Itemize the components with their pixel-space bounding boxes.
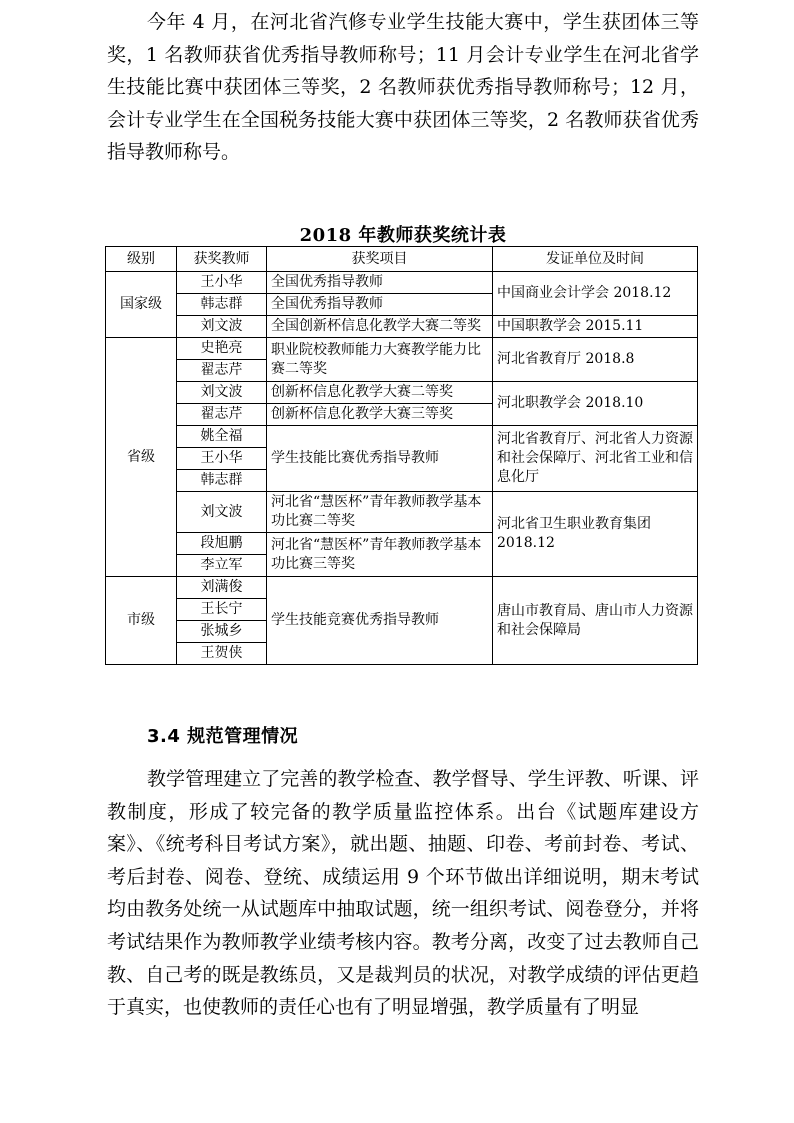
teacher-cell: 王长宁 <box>177 599 267 621</box>
section-heading: 3.4 规范管理情况 <box>147 726 299 747</box>
award-item-cell: 河北省“慧医杯”青年教师教学基本功比赛三等奖 <box>267 533 493 577</box>
table-row <box>106 338 698 360</box>
award-item-cell: 全国创新杯信息化教学大赛二等奖 <box>267 316 493 338</box>
issuer-cell: 中国商业会计学会 2018.12 <box>493 272 698 316</box>
issuer-cell: 河北省教育厅、河北省人力资源和社会保障厅、河北省工业和信息化厅 <box>493 426 698 492</box>
table-header-row <box>106 247 698 272</box>
intro-paragraph <box>107 6 699 169</box>
teacher-cell: 李立军 <box>177 555 267 577</box>
level-cell: 市级 <box>106 577 177 665</box>
header-level: 级别 <box>106 247 177 272</box>
teacher-cell: 翟志芹 <box>177 360 267 382</box>
award-item-cell: 学生技能竞赛优秀指导教师 <box>267 577 493 665</box>
teacher-cell: 段旭鹏 <box>177 533 267 555</box>
level-cell: 省级 <box>106 338 177 577</box>
teacher-cell: 姚全福 <box>177 426 267 448</box>
teacher-cell: 刘文波 <box>177 316 267 338</box>
award-item-cell: 全国优秀指导教师 <box>267 294 493 316</box>
header-issuer-date: 发证单位及时间 <box>493 247 698 272</box>
teacher-cell: 王小华 <box>177 448 267 470</box>
body-paragraph <box>107 763 699 1024</box>
award-item-cell: 职业院校教师能力大赛教学能力比赛二等奖 <box>267 338 493 382</box>
teacher-cell: 刘文波 <box>177 492 267 533</box>
award-item-cell: 全国优秀指导教师 <box>267 272 493 294</box>
award-item-cell: 学生技能比赛优秀指导教师 <box>267 426 493 492</box>
header-award-item: 获奖项目 <box>267 247 493 272</box>
teacher-cell: 翟志芹 <box>177 404 267 426</box>
teacher-cell: 王小华 <box>177 272 267 294</box>
issuer-cell: 河北省卫生职业教育集团 2018.12 <box>493 492 698 577</box>
table-row <box>106 577 698 599</box>
intro-paragraph-text: 今年 4 月，在河北省汽修专业学生技能大赛中，学生获团体三等奖，1 名教师获省优秀指导教师称号；11 月会计专业学生在河北省学生技能比赛中获团体三等奖，2 名教师获优秀指导教师称号；12 月，会计专业学生在全国税务技能大赛中获团体三等奖，2 名教师获省优秀指导教师称号。 <box>107 11 699 164</box>
table-row <box>106 382 698 404</box>
header-teacher: 获奖教师 <box>177 247 267 272</box>
teacher-cell: 韩志群 <box>177 470 267 492</box>
body-paragraph-text: 教学管理建立了完善的教学检查、教学督导、学生评教、听课、评教制度，形成了较完备的教学质量监控体系。出台《试题库建设方案》、《统考科目考试方案》，就出题、抽题、印卷、考前封卷、考试、考后封卷、阅卷、登统、成绩运用 9 个环节做出详细说明，期末考试均由教务处统一从试题库中抽取试题，统一组织考试、阅卷登分，并将考试结果作为教师教学业绩考核内容。教考分离，改变了过去教师自己教、自己考的既是教练员，又是裁判员的状况，对教学成绩的评估更趋于真实，也使教师的责任心也有了明显增强，教学质量有了明显 <box>107 768 699 1019</box>
issuer-cell: 河北省教育厅 2018.8 <box>493 338 698 382</box>
teacher-cell: 韩志群 <box>177 294 267 316</box>
issuer-cell: 河北职教学会 2018.10 <box>493 382 698 426</box>
table-row <box>106 316 698 338</box>
award-statistics-table <box>105 246 698 665</box>
table-row <box>106 272 698 294</box>
table-row <box>106 492 698 533</box>
issuer-cell: 唐山市教育局、唐山市人力资源和社会保障局 <box>493 577 698 665</box>
table-row <box>106 426 698 448</box>
teacher-cell: 王贺侠 <box>177 643 267 665</box>
issuer-cell: 中国职教学会 2015.11 <box>493 316 698 338</box>
table-title: 2018 年教师获奖统计表 <box>299 225 507 246</box>
teacher-cell: 张城乡 <box>177 621 267 643</box>
teacher-cell: 史艳亮 <box>177 338 267 360</box>
award-item-cell: 创新杯信息化教学大赛二等奖 <box>267 382 493 404</box>
teacher-cell: 刘满俊 <box>177 577 267 599</box>
level-cell: 国家级 <box>106 272 177 338</box>
teacher-cell: 刘文波 <box>177 382 267 404</box>
award-item-cell: 河北省“慧医杯”青年教师教学基本功比赛二等奖 <box>267 492 493 533</box>
award-item-cell: 创新杯信息化教学大赛三等奖 <box>267 404 493 426</box>
